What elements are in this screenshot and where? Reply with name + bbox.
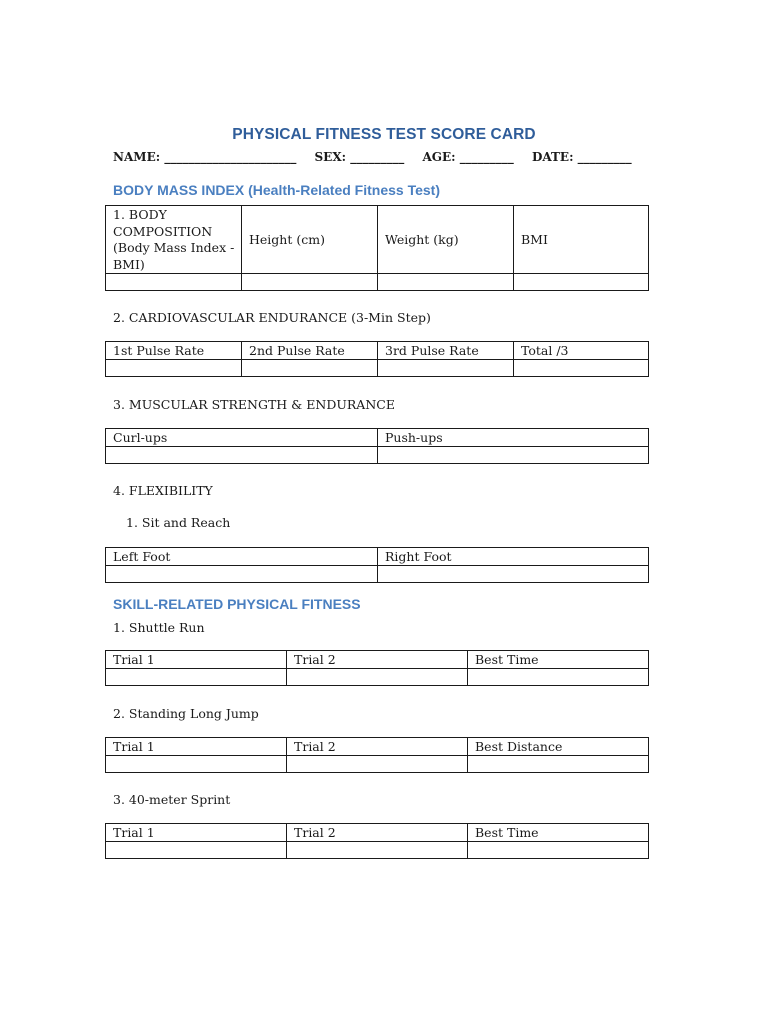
empty-cell[interactable]	[287, 756, 468, 773]
bmi-table	[105, 205, 649, 291]
table-row	[106, 566, 649, 583]
table-header-row	[106, 548, 649, 566]
name-field: NAME: ______________________	[113, 150, 297, 164]
table-header-row	[106, 429, 649, 447]
empty-cell[interactable]	[106, 274, 242, 291]
table-row	[106, 274, 649, 291]
empty-cell[interactable]	[514, 360, 649, 377]
empty-cell[interactable]	[106, 566, 378, 583]
empty-cell[interactable]	[287, 842, 468, 859]
cardio-label: 2. CARDIOVASCULAR ENDURANCE (3-Min Step)	[113, 310, 431, 325]
muscular-table	[105, 428, 649, 464]
empty-cell[interactable]	[378, 360, 514, 377]
best-time-header: Best Time	[468, 824, 649, 842]
trial-1-header: Trial 1	[106, 651, 287, 669]
table-row	[106, 669, 649, 686]
trial-2-header: Trial 2	[287, 651, 468, 669]
trial-1-header: Trial 1	[106, 738, 287, 756]
trial-2-header: Trial 2	[287, 738, 468, 756]
empty-cell[interactable]	[378, 566, 649, 583]
pulse-1-header: 1st Pulse Rate	[106, 342, 242, 360]
table-header-row	[106, 824, 649, 842]
empty-cell[interactable]	[242, 274, 378, 291]
best-time-header: Best Time	[468, 651, 649, 669]
empty-cell[interactable]	[514, 274, 649, 291]
empty-cell[interactable]	[106, 669, 287, 686]
curl-ups-header: Curl-ups	[106, 429, 378, 447]
total-header: Total /3	[514, 342, 649, 360]
trial-1-header: Trial 1	[106, 824, 287, 842]
age-field: AGE: _________	[422, 150, 514, 164]
height-header: Height (cm)	[242, 206, 378, 274]
table-row	[106, 360, 649, 377]
empty-cell[interactable]	[287, 669, 468, 686]
table-row	[106, 756, 649, 773]
flexibility-table	[105, 547, 649, 583]
empty-cell[interactable]	[468, 669, 649, 686]
sex-field: SEX: _________	[314, 150, 405, 164]
weight-header: Weight (kg)	[378, 206, 514, 274]
trial-2-header: Trial 2	[287, 824, 468, 842]
long-jump-table	[105, 737, 649, 773]
table-header-row	[106, 206, 649, 274]
bmi-composition-header: 1. BODY COMPOSITION (Body Mass Index - BMI)	[106, 206, 242, 274]
empty-cell[interactable]	[106, 842, 287, 859]
right-foot-header: Right Foot	[378, 548, 649, 566]
table-row	[106, 842, 649, 859]
left-foot-header: Left Foot	[106, 548, 378, 566]
sprint-label: 3. 40-meter Sprint	[113, 792, 231, 807]
sprint-table	[105, 823, 649, 859]
shuttle-run-table	[105, 650, 649, 686]
empty-cell[interactable]	[378, 447, 649, 464]
sit-and-reach-label: 1. Sit and Reach	[126, 515, 231, 530]
muscular-label: 3. MUSCULAR STRENGTH & ENDURANCE	[113, 397, 395, 412]
page-title: PHYSICAL FITNESS TEST SCORE CARD	[232, 126, 536, 143]
empty-cell[interactable]	[378, 274, 514, 291]
table-header-row	[106, 738, 649, 756]
table-row	[106, 447, 649, 464]
empty-cell[interactable]	[106, 447, 378, 464]
pulse-3-header: 3rd Pulse Rate	[378, 342, 514, 360]
bmi-section-heading: BODY MASS INDEX (Health-Related Fitness Test)	[113, 182, 440, 198]
date-field: DATE: _________	[531, 150, 632, 164]
empty-cell[interactable]	[106, 756, 287, 773]
empty-cell[interactable]	[242, 360, 378, 377]
push-ups-header: Push-ups	[378, 429, 649, 447]
student-info-line	[113, 150, 646, 164]
table-header-row	[106, 342, 649, 360]
best-distance-header: Best Distance	[468, 738, 649, 756]
table-header-row	[106, 651, 649, 669]
skill-section-heading: SKILL-RELATED PHYSICAL FITNESS	[113, 596, 361, 612]
cardio-table	[105, 341, 649, 377]
bmi-header: BMI	[514, 206, 649, 274]
flexibility-label: 4. FLEXIBILITY	[113, 483, 213, 498]
empty-cell[interactable]	[468, 756, 649, 773]
empty-cell[interactable]	[468, 842, 649, 859]
pulse-2-header: 2nd Pulse Rate	[242, 342, 378, 360]
shuttle-run-label: 1. Shuttle Run	[113, 620, 205, 635]
long-jump-label: 2. Standing Long Jump	[113, 706, 259, 721]
empty-cell[interactable]	[106, 360, 242, 377]
